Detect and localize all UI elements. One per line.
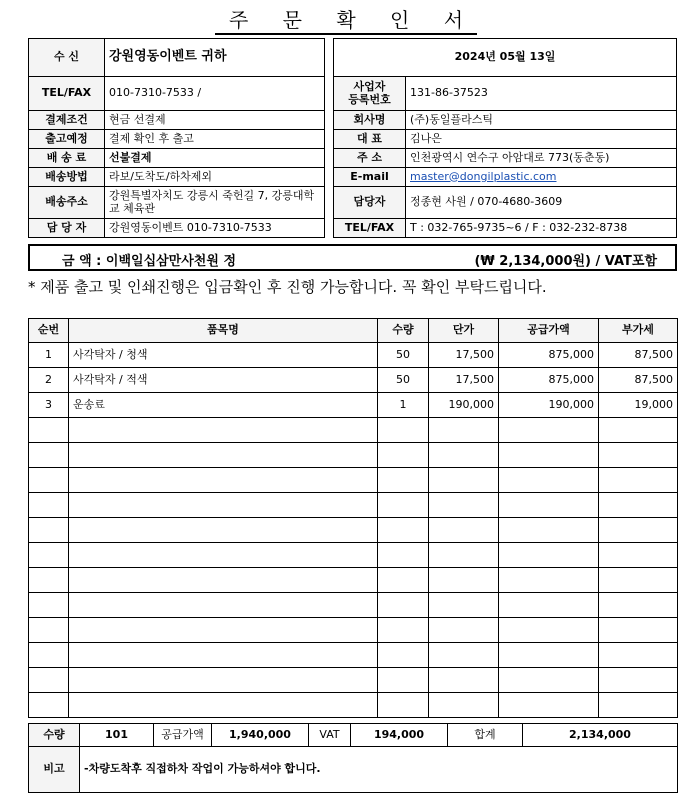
item-vat: 19,000 — [599, 393, 678, 418]
empty-cell — [69, 693, 378, 718]
empty-cell — [599, 693, 678, 718]
seller-contact-person: 정종현 사원 / 070-4680-3609 — [406, 187, 677, 219]
table-row — [29, 693, 678, 718]
empty-cell — [499, 568, 599, 593]
company-address: 인천광역시 연수구 아암대로 773(동춘동) — [406, 149, 677, 168]
empty-cell — [69, 418, 378, 443]
empty-cell — [69, 668, 378, 693]
empty-cell — [499, 618, 599, 643]
table-row — [29, 518, 678, 543]
empty-cell — [599, 568, 678, 593]
table-row — [29, 343, 678, 368]
empty-cell — [29, 518, 69, 543]
empty-cell — [29, 668, 69, 693]
seller-label: 대 표 — [334, 130, 406, 149]
seller-label: 담당자 — [334, 187, 406, 219]
empty-cell — [29, 643, 69, 668]
empty-cell — [29, 543, 69, 568]
empty-cell — [599, 593, 678, 618]
shipping-method: 라보/도착도/하차제외 — [105, 168, 325, 187]
empty-cell — [599, 643, 678, 668]
empty-cell — [29, 593, 69, 618]
table-row — [29, 418, 678, 443]
empty-cell — [429, 693, 499, 718]
summary-supply: 1,940,000 — [212, 724, 309, 747]
summary-qty: 101 — [80, 724, 154, 747]
empty-cell — [599, 468, 678, 493]
shipping-fee: 선불결제 — [105, 149, 325, 168]
empty-cell — [499, 668, 599, 693]
seller-label: 회사명 — [334, 111, 406, 130]
email-link[interactable]: master@dongilplastic.com — [410, 169, 557, 183]
item-qty: 50 — [378, 368, 429, 393]
empty-cell — [429, 643, 499, 668]
summary-qty-label: 수량 — [29, 724, 80, 747]
empty-cell — [599, 518, 678, 543]
table-row — [29, 543, 678, 568]
buyer-label: 수 신 — [29, 39, 105, 77]
summary-table — [28, 723, 678, 747]
empty-cell — [378, 543, 429, 568]
table-row — [29, 618, 678, 643]
empty-cell — [599, 443, 678, 468]
empty-cell — [499, 643, 599, 668]
empty-cell — [29, 493, 69, 518]
empty-cell — [599, 493, 678, 518]
empty-cell — [429, 518, 499, 543]
table-row — [29, 443, 678, 468]
column-header: 공급가액 — [499, 319, 599, 343]
amount-figure: (₩ 2,134,000원) / VAT포함 — [474, 254, 657, 269]
empty-cell — [29, 618, 69, 643]
amount-box — [28, 244, 677, 271]
summary-total-label: 합계 — [448, 724, 523, 747]
empty-cell — [599, 418, 678, 443]
summary-supply-label: 공급가액 — [154, 724, 212, 747]
empty-cell — [69, 593, 378, 618]
empty-cell — [69, 443, 378, 468]
item-price: 17,500 — [429, 368, 499, 393]
remarks-label: 비고 — [29, 747, 80, 793]
seller-tel-fax: T : 032-765-9735~6 / F : 032-232-8738 — [406, 219, 677, 238]
empty-cell — [429, 543, 499, 568]
empty-cell — [69, 643, 378, 668]
empty-cell — [378, 643, 429, 668]
column-header: 순번 — [29, 319, 69, 343]
seller-label: E-mail — [334, 168, 406, 187]
empty-cell — [378, 518, 429, 543]
seller-label: 사업자 등록번호 — [334, 77, 406, 111]
remarks-table — [28, 746, 678, 793]
table-row — [29, 568, 678, 593]
recipient-name: 강원영동이벤트 귀하 — [105, 39, 325, 77]
shipping-schedule: 결제 확인 후 출고 — [105, 130, 325, 149]
empty-cell — [599, 618, 678, 643]
buyer-label: 담 당 자 — [29, 219, 105, 238]
empty-cell — [378, 618, 429, 643]
items-table — [28, 318, 678, 718]
item-name: 사각탁자 / 적색 — [69, 368, 378, 393]
empty-cell — [378, 668, 429, 693]
empty-cell — [29, 468, 69, 493]
empty-cell — [69, 568, 378, 593]
item-no: 3 — [29, 393, 69, 418]
table-row — [29, 593, 678, 618]
seller-info-table — [333, 38, 677, 238]
empty-cell — [499, 593, 599, 618]
empty-cell — [29, 693, 69, 718]
empty-cell — [599, 543, 678, 568]
order-date: 2024년 05월 13일 — [334, 39, 677, 77]
empty-cell — [378, 593, 429, 618]
empty-cell — [599, 668, 678, 693]
summary-vat-label: VAT — [309, 724, 351, 747]
buyer-label: TEL/FAX — [29, 77, 105, 111]
empty-cell — [69, 493, 378, 518]
buyer-label: 출고예정 — [29, 130, 105, 149]
representative: 김나은 — [406, 130, 677, 149]
buyer-tel-fax: 010-7310-7533 / — [105, 77, 325, 111]
buyer-label: 배송방법 — [29, 168, 105, 187]
empty-cell — [499, 543, 599, 568]
summary-vat: 194,000 — [351, 724, 448, 747]
empty-cell — [378, 468, 429, 493]
table-row — [29, 368, 678, 393]
empty-cell — [69, 518, 378, 543]
buyer-label: 배 송 료 — [29, 149, 105, 168]
item-qty: 50 — [378, 343, 429, 368]
empty-cell — [378, 418, 429, 443]
empty-cell — [429, 593, 499, 618]
column-header: 단가 — [429, 319, 499, 343]
items-header-row — [29, 319, 678, 343]
shipping-address: 강원특별자치도 강릉시 죽헌길 7, 강릉대학교 체육관 — [105, 187, 325, 219]
buyer-label: 배송주소 — [29, 187, 105, 219]
empty-cell — [499, 443, 599, 468]
empty-cell — [429, 668, 499, 693]
table-row — [29, 668, 678, 693]
empty-cell — [499, 518, 599, 543]
table-row — [29, 393, 678, 418]
empty-cell — [29, 568, 69, 593]
empty-cell — [69, 468, 378, 493]
amount-in-words: 금 액 : 이백일십삼만사천원 정 — [62, 254, 236, 269]
column-header: 수량 — [378, 319, 429, 343]
empty-cell — [429, 493, 499, 518]
document-title: 주 문 확 인 서 — [0, 4, 692, 33]
empty-cell — [378, 568, 429, 593]
seller-label: TEL/FAX — [334, 219, 406, 238]
item-supply: 875,000 — [499, 343, 599, 368]
item-supply: 875,000 — [499, 368, 599, 393]
item-vat: 87,500 — [599, 368, 678, 393]
empty-cell — [499, 493, 599, 518]
summary-total: 2,134,000 — [523, 724, 678, 747]
seller-label: 주 소 — [334, 149, 406, 168]
empty-cell — [69, 618, 378, 643]
empty-cell — [378, 493, 429, 518]
empty-cell — [429, 443, 499, 468]
item-name: 사각탁자 / 청색 — [69, 343, 378, 368]
empty-cell — [29, 418, 69, 443]
company-name: (주)동일플라스틱 — [406, 111, 677, 130]
payment-terms: 현금 선결제 — [105, 111, 325, 130]
item-no: 1 — [29, 343, 69, 368]
empty-cell — [429, 568, 499, 593]
payment-notice: * 제품 출고 및 인쇄진행은 입금확인 후 진행 가능합니다. 꼭 확인 부탁드립니다. — [28, 278, 547, 296]
empty-cell — [429, 418, 499, 443]
business-number: 131-86-37523 — [406, 77, 677, 111]
remarks-text: -차량도착후 직접하차 작업이 가능하셔야 합니다. — [80, 747, 678, 793]
table-row — [29, 643, 678, 668]
column-header: 부가세 — [599, 319, 678, 343]
empty-cell — [499, 693, 599, 718]
empty-cell — [378, 443, 429, 468]
table-row — [29, 493, 678, 518]
table-row — [29, 468, 678, 493]
empty-cell — [499, 418, 599, 443]
item-vat: 87,500 — [599, 343, 678, 368]
empty-cell — [429, 468, 499, 493]
item-name: 운송료 — [69, 393, 378, 418]
item-price: 17,500 — [429, 343, 499, 368]
item-supply: 190,000 — [499, 393, 599, 418]
empty-cell — [29, 443, 69, 468]
item-no: 2 — [29, 368, 69, 393]
buyer-info-table — [28, 38, 325, 238]
empty-cell — [378, 693, 429, 718]
item-qty: 1 — [378, 393, 429, 418]
empty-cell — [69, 543, 378, 568]
buyer-label: 결제조건 — [29, 111, 105, 130]
item-price: 190,000 — [429, 393, 499, 418]
buyer-contact: 강원영동이벤트 010-7310-7533 — [105, 219, 325, 238]
empty-cell — [429, 618, 499, 643]
empty-cell — [499, 468, 599, 493]
column-header: 품목명 — [69, 319, 378, 343]
